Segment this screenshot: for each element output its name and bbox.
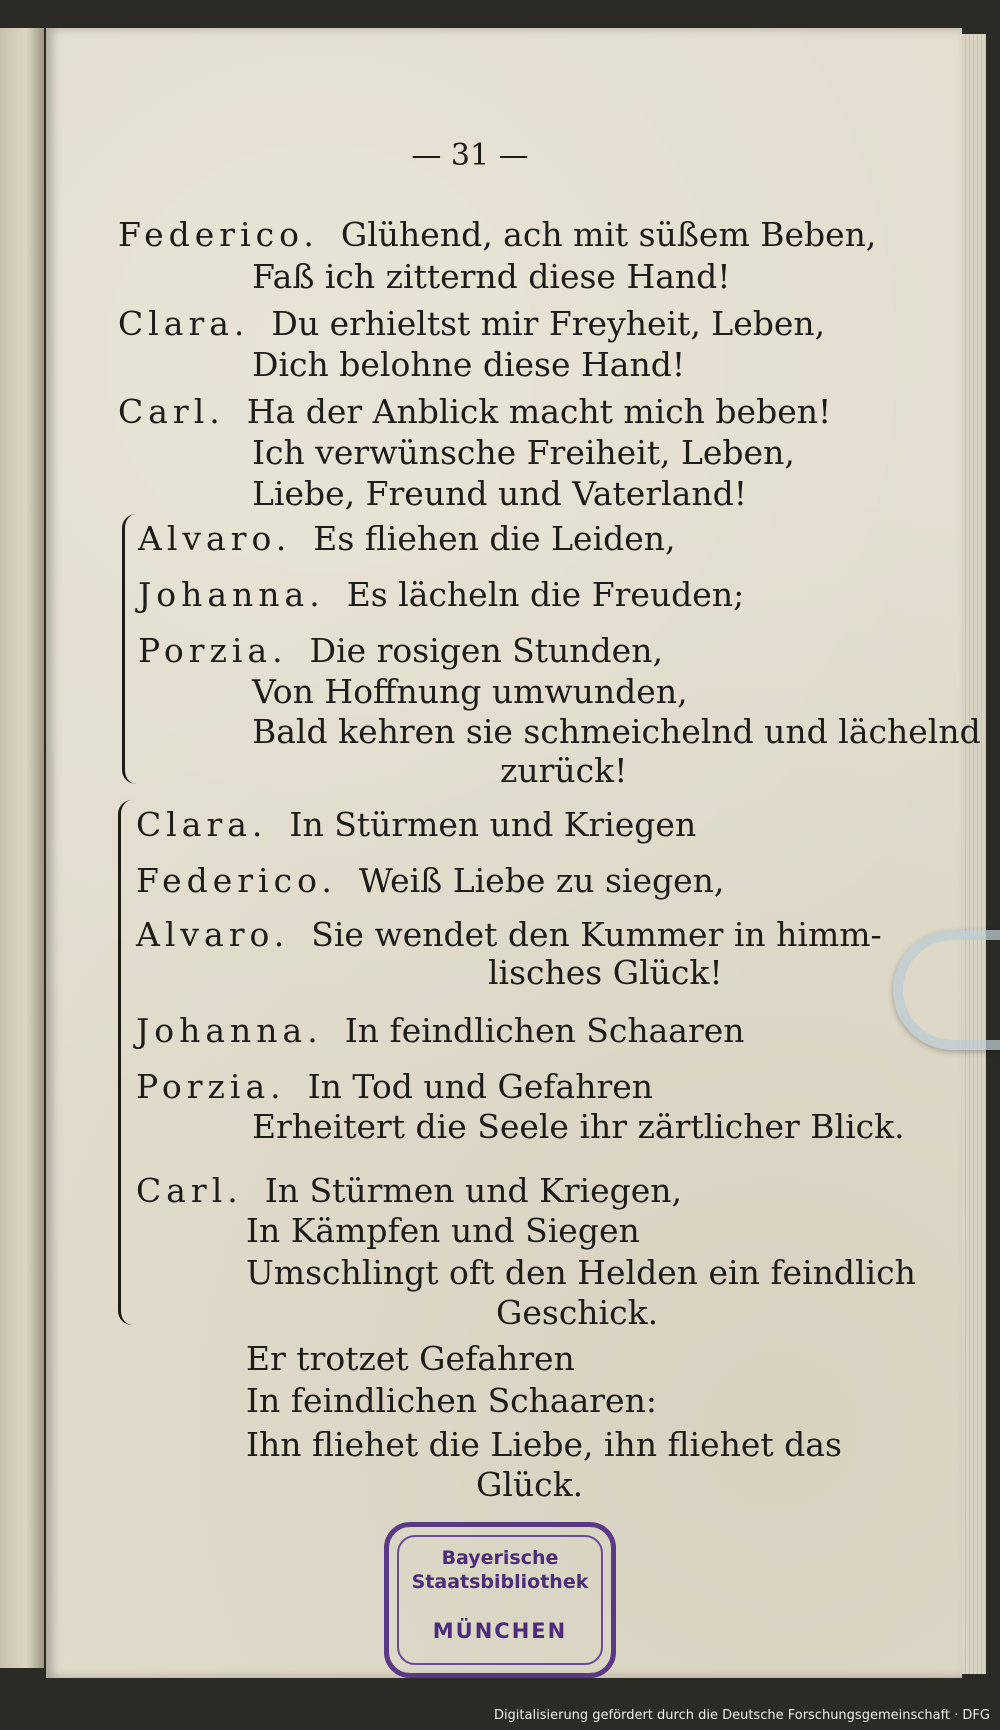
verse-line <box>496 1293 659 1332</box>
verse-line <box>246 1211 640 1250</box>
verse-text: Es fliehen die Leiden, <box>313 519 676 558</box>
verse-line <box>118 304 826 343</box>
verse-text: Bald kehren sie schmeichelnd und lächelnd <box>252 712 981 751</box>
verse-text: Dich belohne diese Hand! <box>252 345 686 384</box>
page-stack-edge <box>962 34 986 1674</box>
speaker-name: Alvaro. <box>138 519 292 558</box>
verse-line <box>252 1107 905 1146</box>
speaker-name: Johanna. <box>136 1011 323 1050</box>
verse-line <box>246 1253 916 1292</box>
verse-text: Sie wendet den Kummer in himm- <box>311 915 882 954</box>
stamp-line: Bayerische <box>441 1547 559 1569</box>
speaker-name: Clara. <box>118 304 250 343</box>
verse-line <box>246 1381 657 1420</box>
verse-line <box>252 433 795 472</box>
speaker-name: Federico. <box>136 861 337 900</box>
verse-text: In Stürmen und Kriegen <box>289 805 697 844</box>
speaker-name: Porzia. <box>136 1067 286 1106</box>
verse-line <box>252 474 747 513</box>
verse-line <box>488 953 723 992</box>
verse-line <box>246 1425 842 1464</box>
digitization-credit: Digitalisierung gefördert durch die Deutsche Forschungsgemeinschaft · DFG <box>493 1708 990 1723</box>
verse-text: Ihn fliehet die Liebe, ihn fliehet das <box>246 1425 842 1464</box>
verse-text: In feindlichen Schaaren <box>344 1011 745 1050</box>
stamp-line: Staatsbibliothek <box>411 1571 589 1593</box>
verse-text: Liebe, Freund und Vaterland! <box>252 474 747 513</box>
verse-line <box>252 712 981 751</box>
verse-text: Faß ich zitternd diese Hand! <box>252 257 731 296</box>
verse-text: Es lächeln die Freuden; <box>346 575 745 614</box>
verse-text: Geschick. <box>496 1293 659 1332</box>
verse-line <box>138 519 676 558</box>
verse-text: Erheitert die Seele ihr zärtlicher Blick. <box>252 1107 905 1146</box>
verse-text: Weiß Liebe zu siegen, <box>358 861 725 900</box>
verse-text: Er trotzet Gefahren <box>246 1339 575 1378</box>
verse-text: Ich verwünsche Freiheit, Leben, <box>252 433 795 472</box>
speaker-name: Federico. <box>118 215 319 254</box>
speaker-name: Carl. <box>118 392 225 431</box>
verse-line <box>136 805 697 844</box>
verse-line <box>136 1067 654 1106</box>
verse-line <box>136 1011 745 1050</box>
verse-text: In Kämpfen und Siegen <box>246 1211 640 1250</box>
verse-line <box>500 751 628 790</box>
verse-line <box>118 215 877 254</box>
verse-line <box>138 631 663 670</box>
verse-line <box>252 345 686 384</box>
verse-text: zurück! <box>500 751 628 790</box>
verse-line <box>252 672 688 711</box>
ensemble-bracket <box>118 800 137 1325</box>
speaker-name: Carl. <box>136 1171 243 1210</box>
verse-text: In Tod und Gefahren <box>307 1067 654 1106</box>
speaker-name: Clara. <box>136 805 268 844</box>
verse-line <box>252 257 731 296</box>
verse-text: Glück. <box>476 1465 584 1504</box>
verse-text: Glühend, ach mit süßem Beben, <box>340 215 877 254</box>
verse-text: In Stürmen und Kriegen, <box>264 1171 683 1210</box>
verse-line <box>136 915 882 954</box>
verse-text: lisches Glück! <box>488 953 723 992</box>
verse-line <box>136 1171 683 1210</box>
speaker-name: Johanna. <box>138 575 325 614</box>
verse-line <box>136 861 725 900</box>
stamp-line: MÜNCHEN <box>432 1619 568 1643</box>
verse-text: Umschlingt oft den Helden ein feindlich <box>246 1253 916 1292</box>
verse-text: Ha der Anblick macht mich beben! <box>246 392 832 431</box>
speaker-name: Porzia. <box>138 631 288 670</box>
verse-text: In feindlichen Schaaren: <box>246 1381 657 1420</box>
verse-text: Die rosigen Stunden, <box>309 631 663 670</box>
verse-line <box>476 1465 584 1504</box>
verse-text: Du erhieltst mir Freyheit, Leben, <box>271 304 826 343</box>
verse-line <box>138 575 745 614</box>
verse-line <box>118 392 832 431</box>
verse-line <box>246 1339 575 1378</box>
library-stamp <box>384 1522 616 1678</box>
verse-text: Von Hoffnung umwunden, <box>252 672 688 711</box>
page-number: — 31 — <box>411 138 529 173</box>
speaker-name: Alvaro. <box>136 915 290 954</box>
left-page-edge <box>0 28 44 1668</box>
